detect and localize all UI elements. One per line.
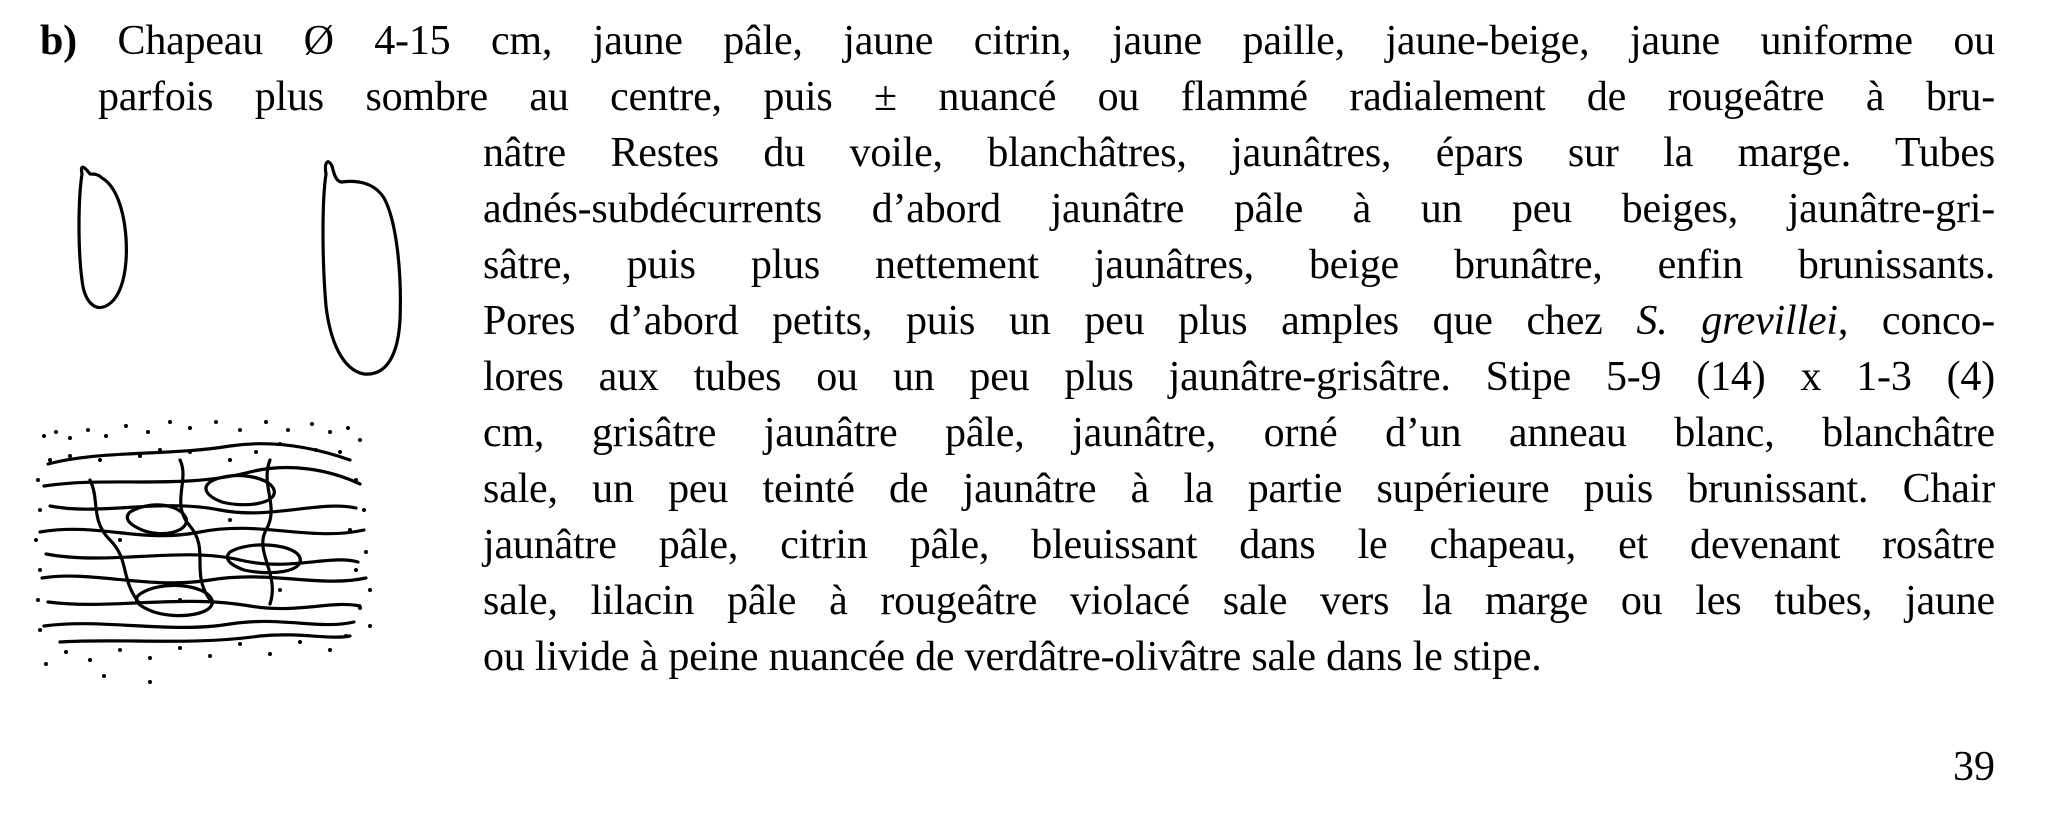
spore-drawing-left	[79, 167, 126, 307]
text-line-4-part-1: adnés-subdécurrents d’abord jaunâtre pâle à un peu beiges, jaunâtre-gri-	[483, 186, 1995, 232]
text-line-6-part-1: Pores d’abord petits, puis un peu plus amples que chez	[483, 298, 1637, 344]
cuticle-dots	[34, 420, 372, 684]
text-line-12-part-1: ou livide à peine nuancée de verdâtre-olivâtre sale dans le stipe.	[483, 634, 1542, 680]
section-label: b)	[40, 18, 77, 64]
text-line-11-part-1: sale, lilacin pâle à rougeâtre violacé sale vers la marge ou les tubes, jaune	[483, 578, 1995, 624]
text-line-11	[483, 580, 1995, 636]
text-line-6	[483, 300, 1995, 356]
text-line-3-part-1: nâtre Restes du voile, blanchâtres, jaunâtres, épars sur la marge. Tubes	[483, 130, 1995, 176]
page-number: 39	[1953, 744, 1995, 790]
text-line-9	[483, 468, 1995, 524]
text-line-4	[483, 188, 1995, 244]
text-line-8-part-1: cm, grisâtre jaunâtre pâle, jaunâtre, orné d’un anneau blanc, blanchâtre	[483, 410, 1995, 456]
text-line-7	[483, 356, 1995, 412]
text-line-10	[483, 524, 1995, 580]
species-name-italic: S. grevillei	[1636, 298, 1838, 344]
text-line-5-part-1: sâtre, puis plus nettement jaunâtres, beige brunâtre, enfin brunissants.	[483, 242, 1995, 288]
text-line-6-part-3: , conco-	[1837, 298, 1996, 344]
text-line-1-part-1: Chapeau Ø 4-15 cm, jaune pâle, jaune citrin, jaune paille, jaune-beige, jaune uniforme ou	[117, 18, 1995, 64]
text-line-10-part-1: jaunâtre pâle, citrin pâle, bleuissant dans le chapeau, et devenant rosâtre	[483, 522, 1995, 568]
text-line-12	[483, 636, 1995, 692]
text-line-8	[483, 412, 1995, 468]
text-line-3	[483, 132, 1995, 188]
text-line-9-part-1: sale, un peu teinté de jaunâtre à la partie supérieure puis brunissant. Chair	[483, 466, 1995, 512]
text-line-2-part-1: parfois plus sombre au centre, puis ± nuancé ou flammé radialement de rougeâtre à bru-	[98, 74, 1995, 120]
text-line-5	[483, 244, 1995, 300]
microscopy-drawing-svg	[30, 160, 450, 700]
text-line-7-part-1: lores aux tubes ou un peu plus jaunâtre-grisâtre. Stipe 5-9 (14) x 1-3 (4)	[483, 354, 1995, 400]
spore-drawing-right	[323, 162, 400, 374]
text-line-2	[98, 76, 1995, 132]
text-line-1	[40, 20, 1995, 76]
microscopy-drawing	[30, 160, 450, 700]
cuticle-hyphae	[40, 444, 366, 642]
